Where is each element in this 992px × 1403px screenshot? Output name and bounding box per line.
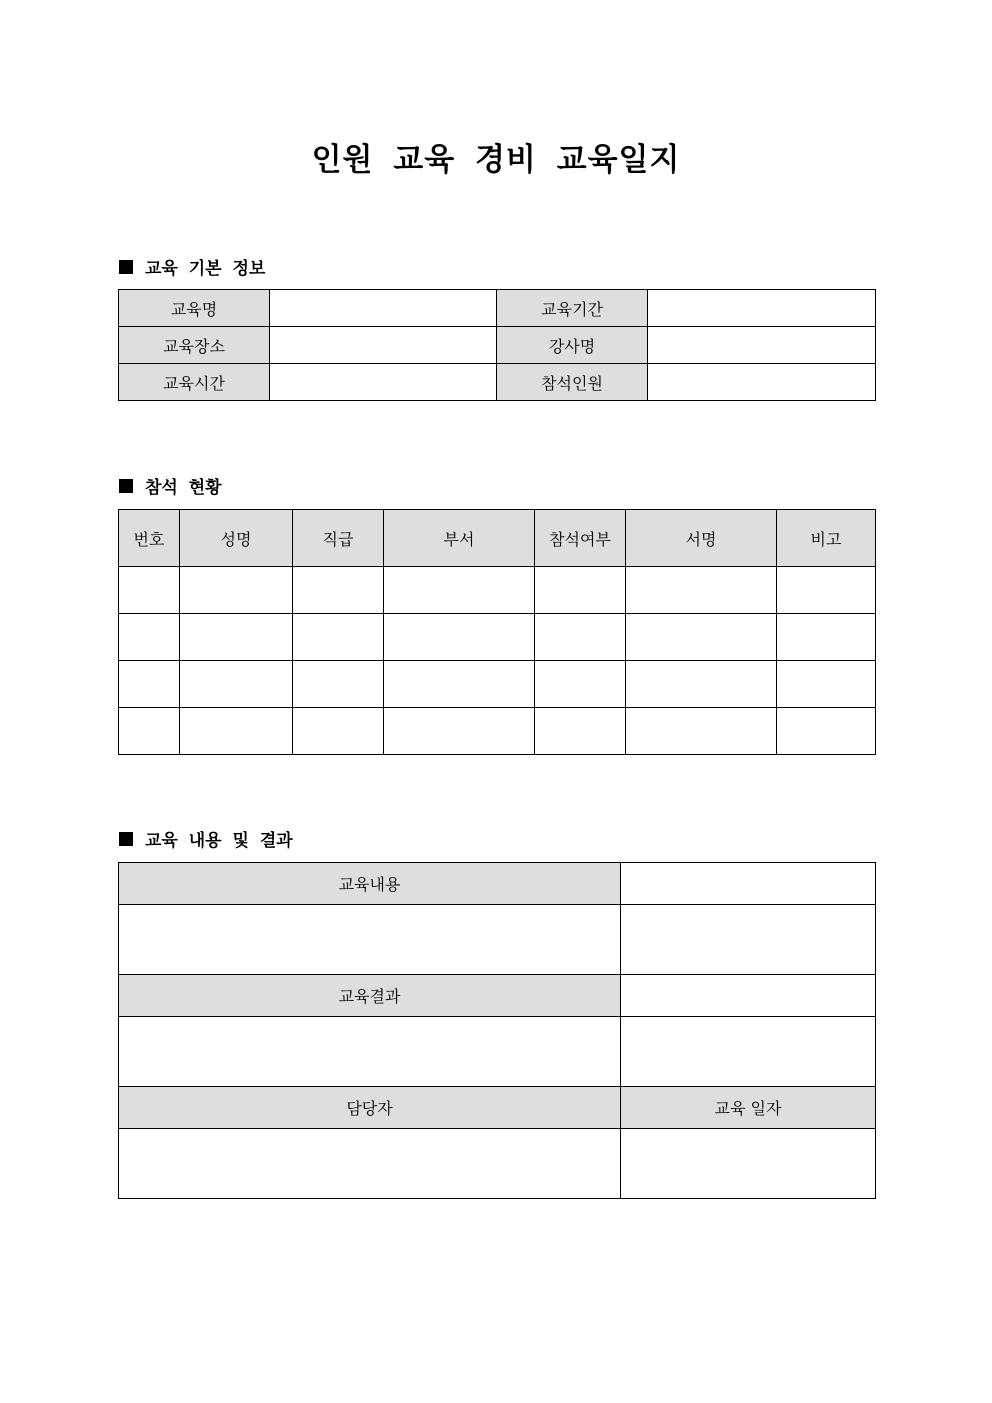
table-cell[interactable] xyxy=(180,567,293,614)
table-row xyxy=(119,327,876,364)
column-header-attendance: 참석여부 xyxy=(535,510,626,567)
table-cell[interactable] xyxy=(621,975,876,1017)
square-bullet-icon xyxy=(119,260,133,274)
table-row xyxy=(119,975,876,1017)
table-cell[interactable] xyxy=(626,614,777,661)
label-course-date: 교육 일자 xyxy=(621,1087,876,1129)
table-cell[interactable] xyxy=(626,567,777,614)
attendee-count-field[interactable] xyxy=(648,364,876,401)
table-cell[interactable] xyxy=(626,708,777,755)
section-heading-label: 참석 현황 xyxy=(145,478,222,498)
table-cell[interactable] xyxy=(293,661,384,708)
manager-field[interactable] xyxy=(119,1129,621,1199)
table-cell[interactable] xyxy=(535,708,626,755)
section-heading-attendance xyxy=(119,473,222,498)
course-time-field[interactable] xyxy=(270,364,497,401)
table-cell[interactable] xyxy=(180,614,293,661)
column-header-department: 부서 xyxy=(384,510,535,567)
table-row xyxy=(119,290,876,327)
page-title: 인원 교육 경비 교육일지 xyxy=(311,142,681,178)
table-cell[interactable] xyxy=(535,661,626,708)
basic-info-table xyxy=(118,289,876,401)
table-cell[interactable] xyxy=(777,614,876,661)
table-row xyxy=(119,1087,876,1129)
table-row xyxy=(119,708,876,755)
section-heading-content-result xyxy=(119,826,293,851)
table-cell[interactable] xyxy=(180,708,293,755)
course-content-field[interactable] xyxy=(119,905,621,975)
table-row xyxy=(119,905,876,975)
table-row xyxy=(119,1129,876,1199)
table-row xyxy=(119,661,876,708)
attendance-table xyxy=(118,509,876,755)
label-course-period: 교육기간 xyxy=(497,290,648,327)
table-cell[interactable] xyxy=(621,863,876,905)
table-cell[interactable] xyxy=(777,567,876,614)
table-cell[interactable] xyxy=(777,708,876,755)
table-cell[interactable] xyxy=(119,708,180,755)
label-attendee-count: 참석인원 xyxy=(497,364,648,401)
label-manager: 담당자 xyxy=(119,1087,621,1129)
label-course-location: 교육장소 xyxy=(119,327,270,364)
table-cell[interactable] xyxy=(293,614,384,661)
table-header-row xyxy=(119,510,876,567)
table-row xyxy=(119,863,876,905)
table-cell[interactable] xyxy=(384,614,535,661)
table-row xyxy=(119,567,876,614)
column-header-number: 번호 xyxy=(119,510,180,567)
course-result-field[interactable] xyxy=(119,1017,621,1087)
course-date-field[interactable] xyxy=(621,1129,876,1199)
label-course-content: 교육내용 xyxy=(119,863,621,905)
column-header-position: 직급 xyxy=(293,510,384,567)
table-cell[interactable] xyxy=(384,567,535,614)
table-cell[interactable] xyxy=(535,614,626,661)
column-header-signature: 서명 xyxy=(626,510,777,567)
table-row xyxy=(119,1017,876,1087)
section-heading-label: 교육 내용 및 결과 xyxy=(145,831,293,851)
course-period-field[interactable] xyxy=(648,290,876,327)
table-cell[interactable] xyxy=(384,661,535,708)
course-name-field[interactable] xyxy=(270,290,497,327)
course-location-field[interactable] xyxy=(270,327,497,364)
table-cell[interactable] xyxy=(535,567,626,614)
table-row xyxy=(119,364,876,401)
content-result-table xyxy=(118,862,876,1199)
table-cell[interactable] xyxy=(621,1017,876,1087)
section-heading-label: 교육 기본 정보 xyxy=(145,259,266,279)
label-instructor-name: 강사명 xyxy=(497,327,648,364)
table-row xyxy=(119,614,876,661)
label-course-result: 교육결과 xyxy=(119,975,621,1017)
table-cell[interactable] xyxy=(119,661,180,708)
table-cell[interactable] xyxy=(293,567,384,614)
table-cell[interactable] xyxy=(180,661,293,708)
table-cell[interactable] xyxy=(119,567,180,614)
section-heading-basic-info xyxy=(119,254,265,279)
table-cell[interactable] xyxy=(621,905,876,975)
table-cell[interactable] xyxy=(119,614,180,661)
square-bullet-icon xyxy=(119,832,133,846)
table-cell[interactable] xyxy=(777,661,876,708)
square-bullet-icon xyxy=(119,479,133,493)
table-cell[interactable] xyxy=(384,708,535,755)
label-course-name: 교육명 xyxy=(119,290,270,327)
label-course-time: 교육시간 xyxy=(119,364,270,401)
column-header-name: 성명 xyxy=(180,510,293,567)
table-cell[interactable] xyxy=(293,708,384,755)
column-header-remarks: 비고 xyxy=(777,510,876,567)
table-cell[interactable] xyxy=(626,661,777,708)
instructor-name-field[interactable] xyxy=(648,327,876,364)
